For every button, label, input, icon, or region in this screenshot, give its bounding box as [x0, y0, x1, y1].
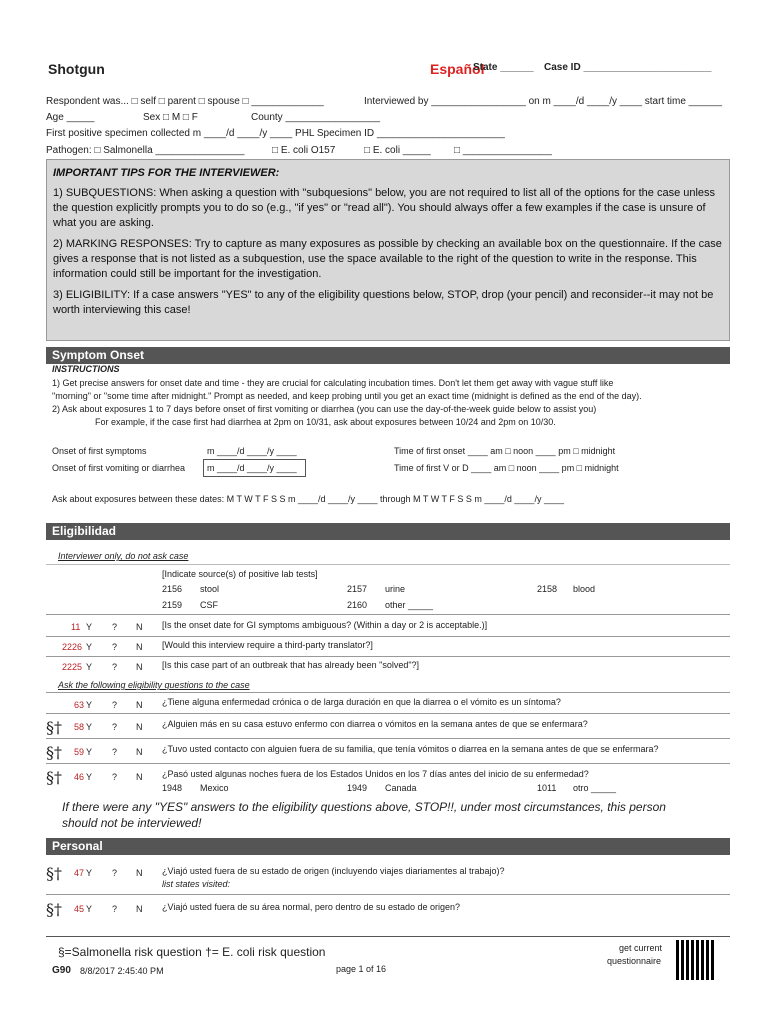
stop-warning: If there were any "YES" answers to the eligibility questions above, STOP!!, under most circumstances, this person [62, 800, 666, 814]
q45-code: 45 [74, 904, 85, 914]
salmonella-ecoli-icon: §† [46, 743, 62, 762]
code-2159: 2159 [162, 600, 183, 610]
unknown-option[interactable]: ? [112, 904, 118, 914]
unknown-option[interactable]: ? [112, 747, 118, 757]
divider [46, 564, 730, 565]
unknown-option[interactable]: ? [112, 868, 118, 878]
pathogen-other[interactable]: □ ________________ [454, 145, 552, 156]
county-field[interactable]: County _________________ [251, 112, 381, 123]
csf-option[interactable]: CSF [200, 600, 218, 610]
language-link[interactable]: Español [430, 61, 485, 77]
code-2160: 2160 [347, 600, 368, 610]
symptom-onset-bar: Symptom Onset [46, 347, 730, 364]
onset-first-label: Onset of first symptoms [52, 446, 147, 456]
mexico-option[interactable]: Mexico [200, 783, 229, 793]
blood-option[interactable]: blood [573, 584, 596, 594]
interviewed-by[interactable]: Interviewed by _________________ on m ____/d ____/y ____ start time ______ [364, 96, 723, 107]
interviewer-only: Interviewer only, do not ask case [58, 551, 189, 561]
tips-heading: IMPORTANT TIPS FOR THE INTERVIEWER: [53, 167, 280, 179]
salmonella-ecoli-icon: §† [46, 864, 62, 883]
qr-code-icon[interactable] [676, 940, 716, 980]
divider [46, 713, 730, 714]
divider [46, 614, 730, 615]
q46-code: 46 [74, 772, 85, 782]
code-1948: 1948 [162, 783, 183, 793]
unknown-option[interactable]: ? [112, 722, 118, 732]
time-first-onset[interactable]: Time of first onset ____ am □ noon ____ pm □ midnight [394, 446, 616, 456]
pathogen-ecoli[interactable]: □ E. coli _____ [364, 145, 431, 156]
code-2158: 2158 [537, 584, 558, 594]
otro-option[interactable]: otro _____ [573, 783, 617, 793]
divider [46, 692, 730, 693]
questionnaire-link[interactable]: questionnaire [607, 956, 662, 966]
divider [46, 636, 730, 637]
question-text: [Would this interview require a third-party translator?] [162, 640, 373, 650]
time-first-vd[interactable]: Time of first V or D ____ am □ noon ____ pm □ midnight [394, 463, 619, 473]
tip-2: 2) MARKING RESPONSES: Try to capture as many exposures as possible by checking an available box on the questionnaire. If the case gives a response that is not listed as a subquestion, use the space available to the right of the question to write in the response. This information could still be important for the investigation. [53, 238, 722, 280]
yes-option[interactable]: Y [86, 700, 93, 710]
no-option[interactable]: N [136, 662, 143, 672]
yes-option[interactable]: Y [86, 747, 93, 757]
q58-text: ¿Alguien más en su casa estuvo enfermo con diarrea o vómitos en la semana antes de que se enfermara? [162, 719, 588, 729]
yes-option[interactable]: Y [86, 622, 93, 632]
unknown-option[interactable]: ? [112, 642, 118, 652]
instr-line-2: "morning" or "some time after midnight." Prompt as needed, and keep probing until you get an exact time (midnight is defined as the end of the day). [52, 391, 642, 401]
urine-option[interactable]: urine [385, 584, 406, 594]
age-field[interactable]: Age _____ [46, 112, 95, 123]
divider [46, 763, 730, 764]
stool-option[interactable]: stool [200, 584, 220, 594]
instr-line-3: 2) Ask about exposures 1 to 7 days before onset of first vomiting or diarrhea (you can use the day-of-the-week guide below to assist you) [52, 404, 597, 414]
tip-3: 3) ELIGIBILITY: If a case answers "YES" to any of the eligibility questions below, STOP, drop (your pencil) and reconsider--it may not be worth interviewing this case! [53, 289, 714, 316]
q63-code: 63 [74, 700, 85, 710]
q59-text: ¿Tuvo usted contacto con alguien fuera de su familia, que tenía vómitos o diarrea en la semana antes de que se enfermara? [162, 744, 659, 754]
pathogen-salmonella[interactable]: Pathogen: □ Salmonella ________________ [46, 145, 245, 156]
yes-option[interactable]: Y [86, 722, 93, 732]
question-text: [Is this case part of an outbreak that has already been "solved"?] [162, 660, 420, 670]
no-option[interactable]: N [136, 700, 143, 710]
page-number: page 1 of 16 [336, 964, 387, 974]
page-title: Shotgun [48, 61, 105, 77]
ask-following: Ask the following eligibility questions to the case [58, 680, 250, 690]
sex-field[interactable]: Sex □ M □ F [143, 112, 198, 123]
yes-option[interactable]: Y [86, 904, 93, 914]
unknown-option[interactable]: ? [112, 772, 118, 782]
pathogen-ecoli157[interactable]: □ E. coli O157 [272, 145, 336, 156]
q58-code: 58 [74, 722, 85, 732]
tip-1: 1) SUBQUESTIONS: When asking a question with "subquesions" below, you are not required to list all of the options for the case unless the question explicitly prompts you to do so (e.g., "if yes" or "read all"). You should always offer a few examples if the case is unsure of what you are asking. [53, 187, 716, 229]
yes-option[interactable]: Y [86, 662, 93, 672]
yes-option[interactable]: Y [86, 868, 93, 878]
code-2157: 2157 [347, 584, 368, 594]
respondent-line[interactable]: Respondent was... □ self □ parent □ spouse □ _____________ [46, 96, 324, 107]
no-option[interactable]: N [136, 772, 143, 782]
code-1949: 1949 [347, 783, 368, 793]
row-code: 2225 [62, 662, 83, 672]
get-current-link[interactable]: get current [619, 943, 663, 953]
instructions-label: INSTRUCTIONS [52, 364, 120, 374]
eligibility-bar: Eligibilidad [46, 523, 730, 540]
footer-legend: §=Salmonella risk question †= E. coli risk question [58, 945, 326, 959]
unknown-option[interactable]: ? [112, 700, 118, 710]
tips-box [46, 159, 730, 341]
case-id-field[interactable]: Case ID _______________________ [544, 62, 712, 73]
personal-bar: Personal [46, 838, 730, 855]
no-option[interactable]: N [136, 642, 143, 652]
instr-line-4: For example, if the case first had diarrhea at 2pm on 10/31, ask about exposures between 10/24 and 2pm on 10/30. [95, 417, 556, 427]
divider [46, 656, 730, 657]
code-2156: 2156 [162, 584, 183, 594]
divider [46, 738, 730, 739]
q47-text: ¿Viajó usted fuera de su estado de origen (incluyendo viajes diariamentes al trabajo)? [162, 866, 505, 876]
q45-text: ¿Viajó usted fuera de su área normal, pero dentro de su estado de origen? [162, 902, 461, 912]
other-option[interactable]: other _____ [385, 600, 434, 610]
divider [46, 894, 730, 895]
footer-date: 8/8/2017 2:45:40 PM [80, 966, 164, 976]
no-option[interactable]: N [136, 722, 143, 732]
q46-text: ¿Pasó usted algunas noches fuera de los Estados Unidos en los 7 días antes del inicio de su enfermedad? [162, 769, 589, 779]
unknown-option[interactable]: ? [112, 662, 118, 672]
onset-first-date[interactable]: m ____/d ____/y ____ [207, 446, 297, 456]
first-positive-line[interactable]: First positive specimen collected m ____/d ____/y ____ PHL Specimen ID _______________________ [46, 128, 505, 139]
no-option[interactable]: N [136, 868, 143, 878]
onset-vd-date[interactable]: m ____/d ____/y ____ [207, 463, 297, 473]
no-option[interactable]: N [136, 747, 143, 757]
no-option[interactable]: N [136, 904, 143, 914]
yes-option[interactable]: Y [86, 772, 93, 782]
row-code: 2226 [62, 642, 83, 652]
canada-option[interactable]: Canada [385, 783, 417, 793]
footer-divider [46, 936, 730, 937]
salmonella-ecoli-icon: §† [46, 718, 62, 737]
exposure-dates[interactable]: Ask about exposures between these dates: M T W T F S S m ____/d ____/y ____ through M T W T F S S m ____/d ____/y ____ [52, 494, 564, 504]
salmonella-ecoli-icon: §† [46, 768, 62, 787]
yes-option[interactable]: Y [86, 642, 93, 652]
unknown-option[interactable]: ? [112, 622, 118, 632]
footer-code: G90 [52, 965, 71, 976]
q47-sub: list states visited: [162, 879, 231, 889]
lab-source: [Indicate source(s) of positive lab tests] [162, 569, 318, 579]
q59-code: 59 [74, 747, 85, 757]
state-field[interactable]: State ______ [473, 62, 534, 73]
onset-first-vd-label: Onset of first vomiting or diarrhea [52, 463, 186, 473]
stop-warning-2: should not be interviewed! [62, 816, 202, 830]
no-option[interactable]: N [136, 622, 143, 632]
row-code: 11 [71, 622, 81, 632]
instr-line-1: 1) Get precise answers for onset date and time - they are crucial for calculating incubation times. Don't let them get away with vague stuff like [52, 378, 614, 388]
q47-code: 47 [74, 868, 85, 878]
code-1011: 1011 [537, 783, 557, 793]
q63-text: ¿Tiene alguna enfermedad crónica o de larga duración en que la diarrea o el vómito es un síntoma? [162, 697, 561, 707]
question-text: [Is the onset date for GI symptoms ambiguous? (Within a day or 2 is acceptable.)] [162, 620, 488, 630]
salmonella-ecoli-icon: §† [46, 900, 62, 919]
